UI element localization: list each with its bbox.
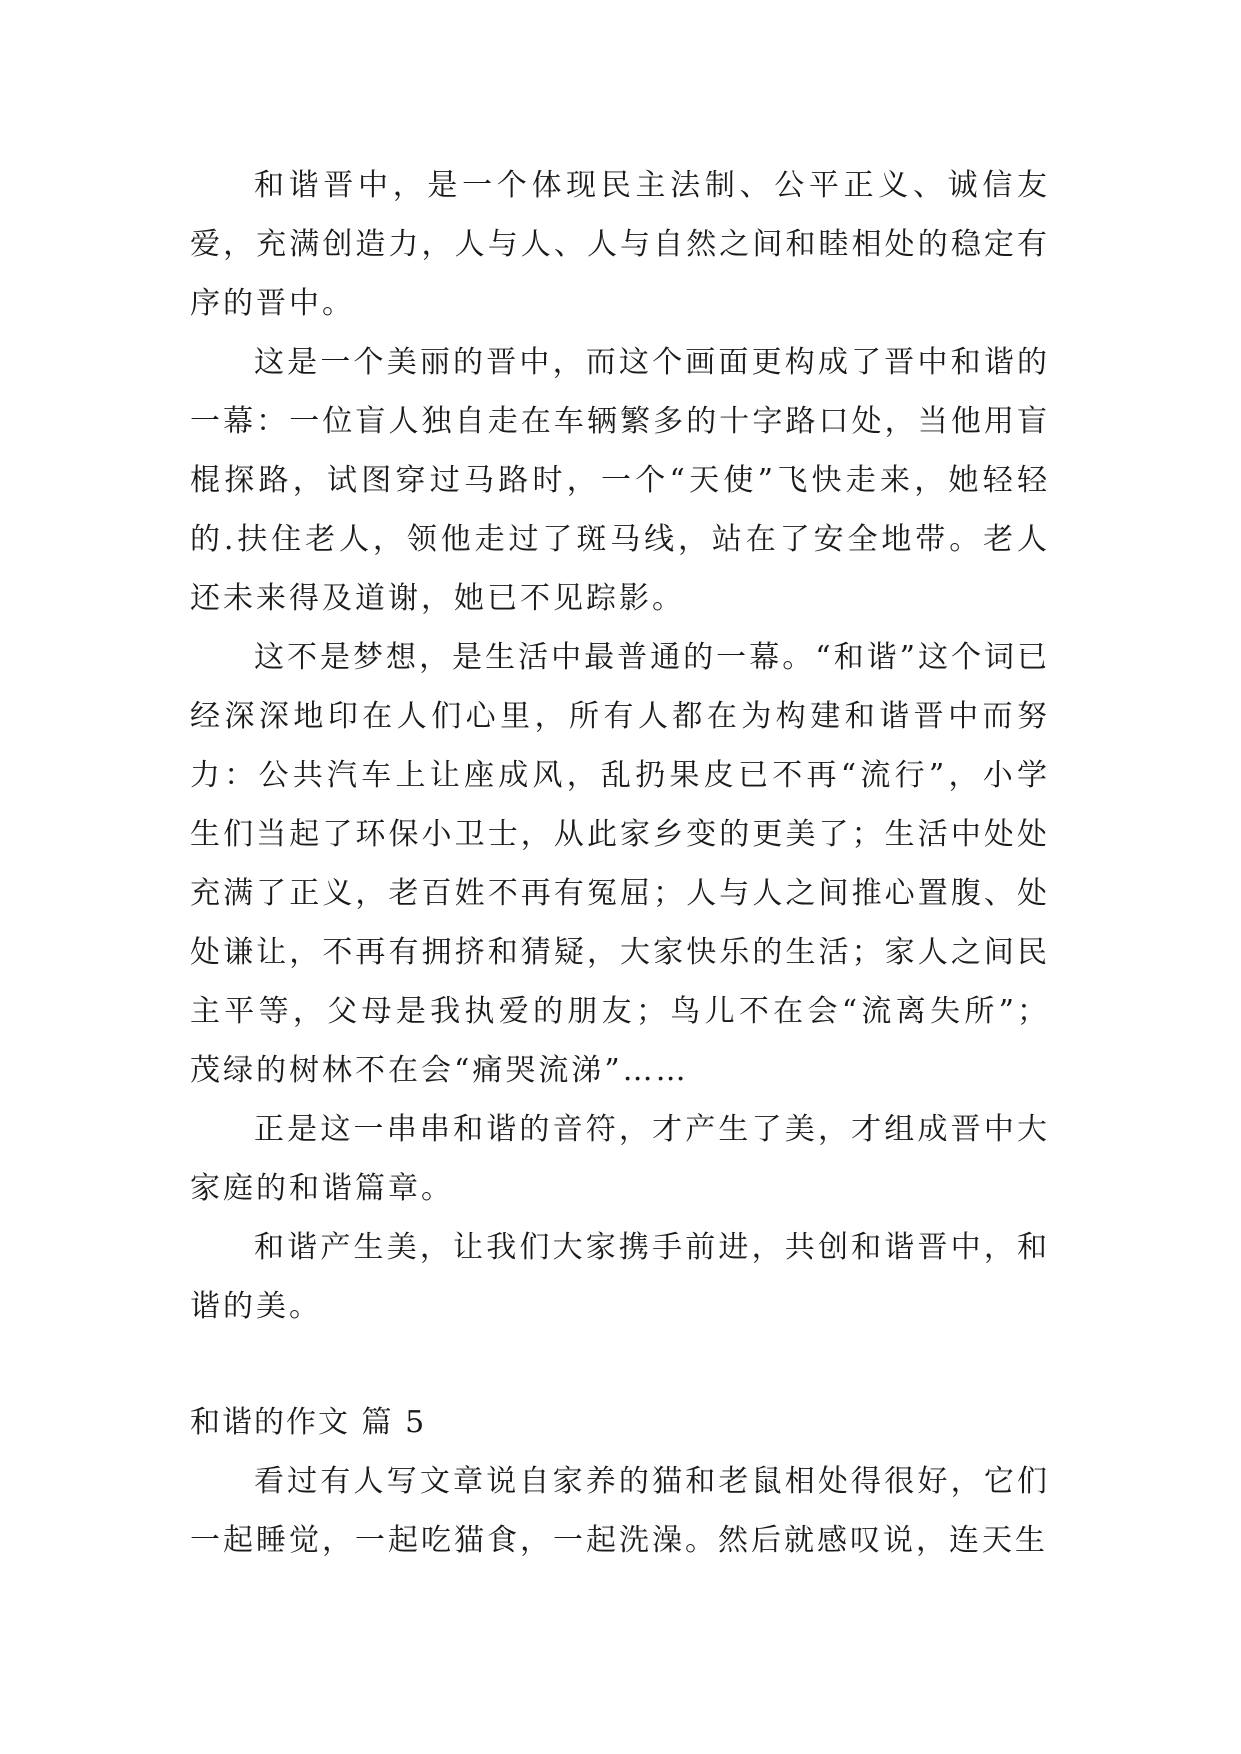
section-heading: 和谐的作文 篇 5: [190, 1405, 427, 1440]
paragraph-5: 和谐产生美，让我们大家携手前进，共创和谐晋中，和谐的美。: [190, 1230, 1050, 1324]
paragraph-3: 这不是梦想，是生活中最普通的一幕。“和谐”这个词已经深深地印在人们心里，所有人都在为构建和谐晋中而努力：公共汽车上让座成风，乱扔果皮已不再“流行”，小学生们当起了环保小卫士，从此家乡变的更美了；生活中处处充满了正义，老百姓不再有冤屈；人与人之间推心置腹、处处谦让，不再有拥挤和猜疑，大家快乐的生活；家人之间民主平等，父母是我执爱的朋友；鸟儿不在会“流离失所”；茂绿的树林不在会“痛哭流涕”……: [190, 640, 1050, 1088]
paragraph-1: 和谐晋中，是一个体现民主法制、公平正义、诚信友爱，充满创造力，人与人、人与自然之间和睦相处的稳定有序的晋中。: [190, 168, 1050, 321]
paragraph-4: 正是这一串串和谐的音符，才产生了美，才组成晋中大家庭的和谐篇章。: [190, 1112, 1050, 1206]
document-body: [190, 156, 1050, 1570]
paragraph-2: 这是一个美丽的晋中，而这个画面更构成了晋中和谐的一幕：一位盲人独自走在车辆繁多的十字路口处，当他用盲棍探路，试图穿过马路时，一个“天使”飞快走来，她轻轻的.扶住老人，领他走过了斑马线，站在了安全地带。老人还未来得及道谢，她已不见踪影。: [190, 345, 1050, 616]
paragraph-6: 看过有人写文章说自家养的猫和老鼠相处得很好，它们一起睡觉，一起吃猫食，一起洗澡。然后就感叹说，连天生: [190, 1464, 1050, 1558]
